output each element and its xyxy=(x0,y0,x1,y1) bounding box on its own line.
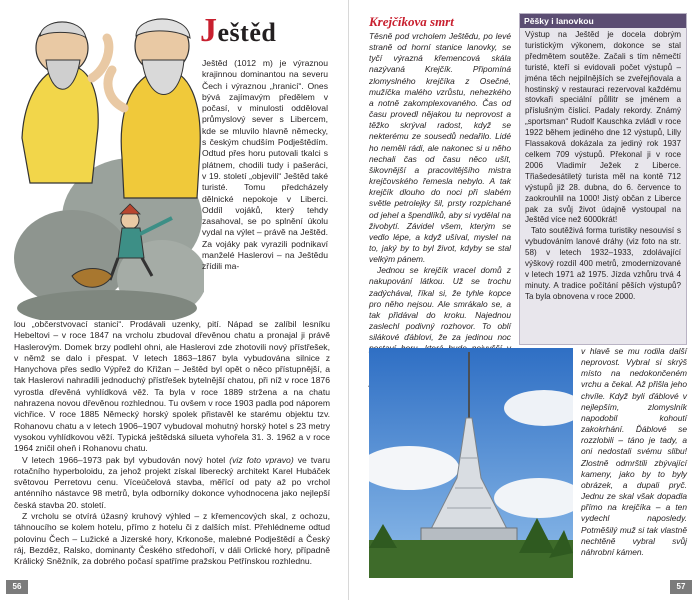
sidebar-box-body xyxy=(520,28,686,305)
main-text-column xyxy=(14,319,330,568)
page-title xyxy=(200,12,276,50)
story-column xyxy=(369,31,511,388)
sidebar-paragraph-1: Výstup na Ještěd je docela dobrým turistickým výkonem, dokonce se stal předmětem soutěže. Začali s tím němečtí turisté, kteří si evidovali počet výstupů – jména těch nejpilnějších se zveřejňovala a hostinský v restauraci rezervoval každému stovkaři speciální půllitr se jménem a příslušným číslicí. Padaly rekordy. Známý „sportsman“ Rudolf Kauschka zvládl v roce 1922 během jediného dne 12 výstupů, Lilly Flassaková dokázala za jediný rok 1937 celkem 709 výstupů. Překonal ji v roce 2006 Vladimír Ježek z Liberce. Třiašedesátiletý turista měl na kontě 712 výstupů již 28. dubna, do 6. července to zaokrouhlil na 1000! Jistý občan z Liberce pak za svůj život údajně vystoupal na Ještěd více než 6000krát! xyxy=(525,30,681,225)
story-end-column xyxy=(581,346,687,558)
illustration-giants-and-tailor xyxy=(12,8,204,320)
paragraph-hotel xyxy=(14,455,330,511)
story-paragraph-2: Jednou se krejčík vracel domů z nakupování látkou. Už se trochu zadýchával, říkal si, že tyhle kopce pro něho nejsou. Ale smrákalo se, a tak přidával do kroku. Najednou zaslechl podivný rozhovor. To oblí silákové ďáblovi, že za jedinou noc xyxy=(369,265,511,343)
intro-column xyxy=(202,58,328,273)
right-page xyxy=(349,0,698,600)
story-paragraph-3: v hlavě se mu rodila další neprovost. Vybral si skrýš místo na nedokončeném vrchu a čekal. Až přišla jeho chvíle. Když byli ďáblové v nejlepším, zlomyslník napodobil kohoutí zakokrhání. Ďáblové se rozzlobili – táno je tady, a oni nedostali svému slibu! Zlostně odmrštili zbývající kameny, jako by to byly obrázek, a dupali pryč. Jednu ze skal však dopadla přímo na krejčíka – a ten vydechl naposledy. Potměšilý muž si tak vlastně nechtěně vybral svůj náhrobní kámen. xyxy=(581,346,687,557)
sidebar-box-title: Pěšky i lanovkou xyxy=(520,14,686,28)
page-number-left: 56 xyxy=(6,580,28,594)
sidebar-box xyxy=(519,13,687,345)
paragraph-view: Z vrcholu se otvírá úžasný kruhový výhled – z křemencových skal, z ochozu, táhnoucího se kolem hotelu, přímo z hotelu či z dalších míst. Přehlédneme odtud polovinu Čech – Lužické a Jizerské hory, Krkonoše, malebné Podještědí a Český ráj, Bezděz, Ralsko, dominanty Českého středohoří, v dáli Orlické hory, případně Králický Sněžník, za dobrého počasí spatříme pražskou Petřínskou rozhlednu. xyxy=(14,511,330,567)
story-paragraph-1: Těsně pod vrcholem Ještědu, po levé straně od horní stanice lanovky, se tyčí výrazná křemencová skála nazývaná Krejčík. Připomíná zlomyslného krejčíka z Osečné, mužíčka malého vzrůstu, nehezkého a notně zakomplexovaného. Čas od času provedl nějakou tu neprovost a těžko skrýval radost, když se nekterému ze sousedů nedařilo. Lidé ho neměli rádi, ale nakonec si u něho nechali čas od času něco ušít, šikovnější a pracovitějšího mistra krejčovského řemesla nebylo. A tak krejčík dlouho do noci při slabém světle petrolejky šil, prsty rozpíchané od jehel a špendlíků, aby si vydělal na živobytí. Závidel všem, kterým se vedlo lépe, a když ušíval, myslel na to, jaký by to byl život, kdyby se stal velkým pánem. xyxy=(369,31,511,265)
photo-reference: (viz foto vpravo) xyxy=(229,454,294,465)
intro-paragraph: Ještěd (1012 m) je výraznou krajinnou dominantou na severu Čech i výraznou „hranicí“. Ones bývá zajímavým předělem v počasí, v minulosti odděloval průmyslový sever s Libercem, kde se mluvilo hlavně německy, s českým chudším Podještědím. Odtud přes horu putovali tkalci s plátnem, chodili tudy i pašeráci, v 19. století „objevili“ Ještěd také turisté. Tomu předcházely dělnické nepokoje v Liberci. Oddíl vojáků, který tehdy zasahoval, se po splnění úkolu vydal na výlet – právě na Ještěd. Za vojáky pak vyrazili podnikaví manželé Haslerovi – na Ještědu zřídili ma- xyxy=(202,58,328,272)
paragraph-hotel-end: ve tvaru rotačního hyperboloidu, za jehož projekt získal liberecký architekt Karel Hubáček světovou Perretovu cenu. Víceúčelová stavba, měřící od paty až po vrchol anténního nástavce 98 metrů, byla odborníky dokonce vyhodnocena jako nejlepší česká stavba 20. století. xyxy=(14,454,330,510)
page-number-right: 57 xyxy=(670,580,692,594)
title-rest: eštěd xyxy=(217,18,277,47)
title-initial: J xyxy=(200,12,218,49)
sidebar-paragraph-2: Tato soutěživá forma turistiky nesouvisí s vybudováním lanové dráhy (viz foto na str. 58) v letech 1932–1933, zdolávající výškový rozdíl 400 metrů, zmodernizované v letech 1971 až 1975. Jízda vzhůru trvá 4 minuty. A tradice počítání pěších výstupů? Ta byla obnovena v roce 2000. xyxy=(525,226,681,301)
paragraph-hotel-start: V letech 1966–1973 pak byl vybudován nový hotel xyxy=(22,454,230,465)
paragraph-history: lou „občerstvovací stanici“. Prodávali uzenky, pití. Nápad se zalíbil lesníku Hebeltovi – v roce 1847 na vrcholu zbudoval dřevěnou chatu a pronajal ji právě Haslerovým. Domek brzy podlehl ohni, ale Haslerovi zde zhotovili nový přístřešek, v němž se dalo i přespat. V letech 1863–1867 byla vybudována silnice z Hanychova přes sedlo Výpřež do Křižan – Ještěd byl opět o něco přístupnější, a tak Haslerovi nahradili jednoduchý přístřešek bytelnější chatou, při níž v roce 1876 vyrostla dřevěná vyhlídková věž. Ta byla v roce 1889 stržena a na chatu nahrazena novou dřevěnou rozhlednou. Tu ovšem v roce 1903 padla pod náporem vichřice. V roce 1885 Německý horský spolek přistavěl ke starému objektu tzv. Rohanovu chatu a v letech 1906–1907 vybudoval mohutný horský hotel s 23 metry vysokou vyhlídkovou věží. Typická ještědská silueta vyhořela 31. 3. 1962 a v roce 1964 zničil oheň i Rohanovu chatu. xyxy=(14,319,330,454)
photo-jested-tower xyxy=(369,348,573,578)
section-title: Krejčíkova smrt xyxy=(369,14,454,29)
